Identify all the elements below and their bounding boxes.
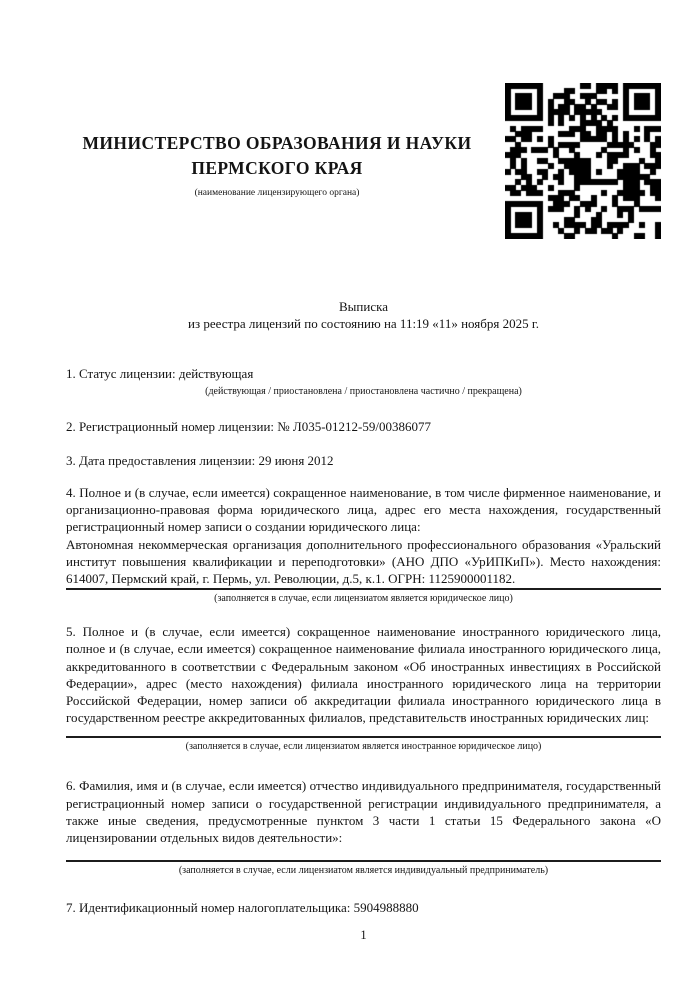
license-status-options-caption: (действующая / приостановлена / приостановлена частично / прекращена) — [205, 385, 522, 397]
fill-line-individual-entrepreneur — [66, 860, 661, 862]
fill-line-foreign-entity — [66, 736, 661, 738]
legal-entity-label: 4. Полное и (в случае, если имеется) сокращенное наименование, в том числе фирменное наименование, и организационно-правовая форма юридического лица, адрес его места нахождения, государственный регистрационный номер записи о создании юридического лица: — [66, 485, 661, 535]
ministry-name-line1: МИНИСТЕРСТВО ОБРАЗОВАНИЯ И НАУКИ — [82, 133, 472, 153]
page-number: 1 — [360, 928, 367, 942]
authority-caption: (наименование лицензирующего органа) — [194, 188, 360, 198]
document-body — [66, 298, 661, 916]
registration-number-text: 2. Регистрационный номер лицензии: № Л035-01212-59/00386077 — [66, 418, 432, 434]
legal-entity-caption: (заполняется в случае, если лицензиатом является юридическое лицо) — [214, 593, 513, 605]
section-individual-entrepreneur — [66, 777, 661, 877]
section-license-date — [66, 452, 661, 469]
qr-code-icon — [505, 83, 661, 239]
individual-entrepreneur-label: 6. Фамилия, имя и (в случае, если имеется) отчество индивидуального предпринимателя, государственный регистрационный номер записи о государственной регистрации индивидуального предпринимателя, а также иные сведения, предусмотренные пунктом 3 части 1 статьи 15 Федерального закона «О лицензировании отдельных видов деятельности»: — [66, 778, 661, 846]
legal-entity-value: Автономная некоммерческая организация дополнительного профессионального образования «Уральский институт повышения квалификации и переподготовки» (АНО ДПО «УрИПКиП»). Место нахождения: 614007, Пермский край, г. Пермь, ул. Революции, д.5, к.1. ОГРН: 1125900001182. — [66, 536, 661, 587]
license-status-text: 1. Статус лицензии: действующая — [66, 366, 254, 382]
foreign-entity-label: 5. Полное и (в случае, если имеется) сокращенное наименование иностранного юридического лица, полное и (в случае, если имеется) сокращенное наименование филиала иностранного юридического лица, аккредитованного в соответствии с Федеральным законом «Об иностранных инвестициях в Российской Федерации», адрес (место нахождения) филиала иностранного юридического лица на территории Российской Федерации, номер записи об аккредитации филиала иностранного юридического лица в государственном реестре аккредитованных филиалов, представительств иностранных юридических лиц: — [66, 624, 661, 726]
document-subtitle: из реестра лицензий по состоянию на 11:19 «11» ноября 2025 г. — [188, 316, 539, 332]
document-title: Выписка — [339, 299, 388, 314]
license-date-text: 3. Дата предоставления лицензии: 29 июня 2012 — [66, 452, 334, 468]
foreign-entity-caption: (заполняется в случае, если лицензиатом является иностранное юридическое лицо) — [185, 741, 542, 753]
section-registration-number — [66, 418, 661, 435]
licensing-authority-header — [64, 131, 490, 199]
individual-entrepreneur-caption: (заполняется в случае, если лицензиатом является индивидуальный предприниматель) — [178, 865, 549, 877]
taxpayer-number-text: 7. Идентификационный номер налогоплательщика: 5904988880 — [66, 900, 419, 916]
ministry-name-line2: ПЕРМСКОГО КРАЯ — [191, 158, 363, 178]
qr-code-canvas — [505, 83, 661, 239]
fill-line-legal-entity — [66, 588, 661, 590]
section-taxpayer-number — [66, 899, 661, 916]
section-foreign-entity — [66, 623, 661, 753]
section-license-status — [66, 365, 661, 397]
section-legal-entity — [66, 484, 661, 605]
